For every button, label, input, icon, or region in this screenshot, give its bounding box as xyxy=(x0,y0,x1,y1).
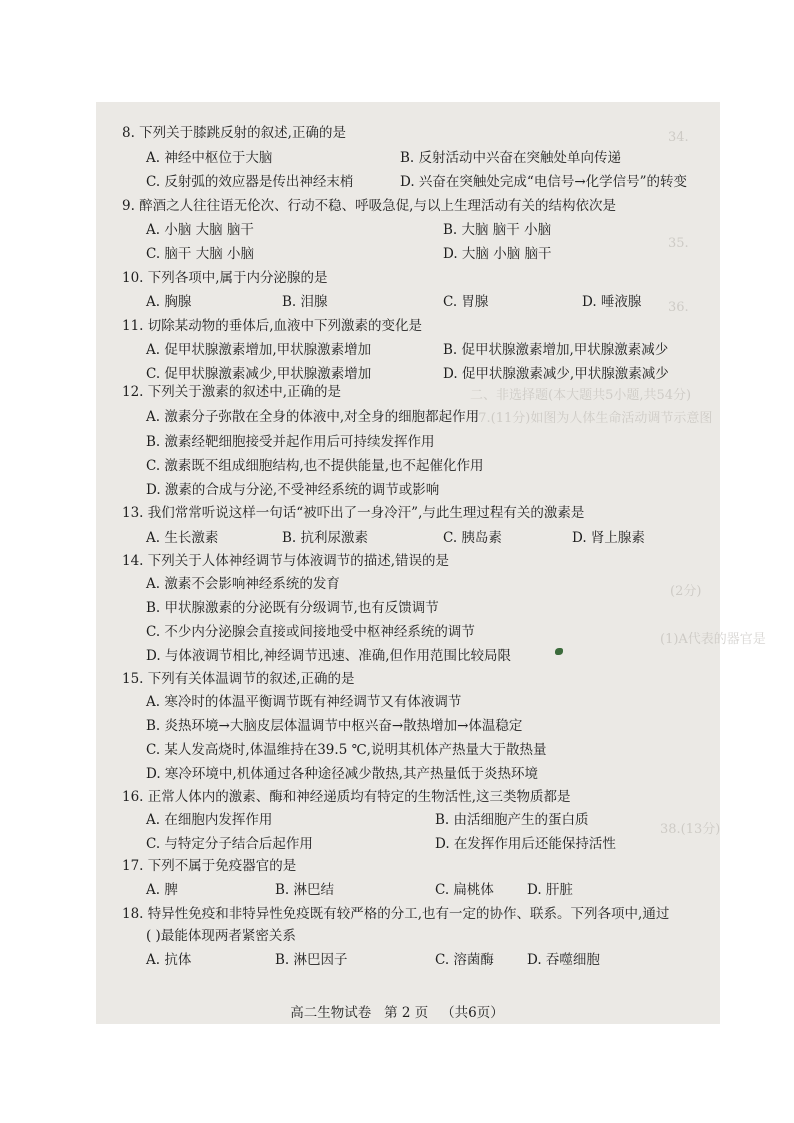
option: C. 反射弧的效应器是传出神经末梢 xyxy=(146,174,354,190)
question-stem: 13. 我们常常听说这样一句话“被吓出了一身冷汗”,与此生理过程有关的激素是 xyxy=(122,505,585,521)
question-stem: 14. 下列关于人体神经调节与体液调节的描述,错误的是 xyxy=(122,553,450,569)
option: B. 淋巴因子 xyxy=(275,952,348,968)
bleed-text: (1)A代表的器官是 xyxy=(660,632,766,647)
option: D. 兴奋在突触处完成“电信号→化学信号”的转变 xyxy=(400,174,688,190)
stray-mark xyxy=(555,648,563,655)
option: B. 激素经靶细胞接受并起作用后可持续发挥作用 xyxy=(146,434,435,450)
option: A. 促甲状腺激素增加,甲状腺激素增加 xyxy=(146,342,372,358)
page-footer: 高二生物试卷 第 2 页 （共6页） xyxy=(290,1005,504,1021)
option: A. 胸腺 xyxy=(146,294,192,310)
option: A. 神经中枢位于大脑 xyxy=(146,150,273,166)
bleed-text: 36. xyxy=(668,300,689,315)
option: C. 促甲状腺激素减少,甲状腺激素增加 xyxy=(146,366,372,382)
option: A. 小脑 大脑 脑干 xyxy=(146,222,254,238)
question-stem: 12. 下列关于激素的叙述中,正确的是 xyxy=(122,384,342,400)
question-stem: 8. 下列关于膝跳反射的叙述,正确的是 xyxy=(122,125,346,141)
question-stem: 16. 正常人体内的激素、酶和神经递质均有特定的生物活性,这三类物质都是 xyxy=(122,789,571,805)
option: C. 激素既不组成细胞结构,也不提供能量,也不起催化作用 xyxy=(146,458,484,474)
bleed-text: 38.(13分) xyxy=(660,822,721,837)
option: D. 激素的合成与分泌,不受神经系统的调节或影响 xyxy=(146,482,440,498)
option: C. 胃腺 xyxy=(443,294,489,310)
option: D. 促甲状腺激素减少,甲状腺激素减少 xyxy=(443,366,669,382)
option: B. 由活细胞产生的蛋白质 xyxy=(435,812,589,828)
option: A. 激素分子弥散在全身的体液中,对全身的细胞都起作用 xyxy=(146,409,480,425)
option: D. 寒冷环境中,机体通过各种途径减少散热,其产热量低于炎热环境 xyxy=(146,766,539,782)
option: C. 某人发高烧时,体温维持在39.5 ℃,说明其机体产热量大于散热量 xyxy=(146,742,547,758)
option: A. 在细胞内发挥作用 xyxy=(146,812,273,828)
option: A. 生长激素 xyxy=(146,530,219,546)
bleed-text: (2分) xyxy=(670,584,702,599)
option: C. 扁桃体 xyxy=(435,882,494,898)
option: C. 胰岛素 xyxy=(443,530,502,546)
question-stem: 15. 下列有关体温调节的叙述,正确的是 xyxy=(122,671,355,687)
option: C. 不少内分泌腺会直接或间接地受中枢神经系统的调节 xyxy=(146,624,475,640)
option: B. 反射活动中兴奋在突触处单向传递 xyxy=(400,150,622,166)
question-stem: 18. 特异性免疫和非特异性免疫既有较严格的分工,也有一定的协作、联系。下列各项中,通过 xyxy=(122,906,670,922)
option: A. 激素不会影响神经系统的发育 xyxy=(146,576,340,592)
option: C. 与特定分子结合后起作用 xyxy=(146,836,313,852)
option: A. 抗体 xyxy=(146,952,192,968)
option: D. 肾上腺素 xyxy=(572,530,645,546)
question-stem: 10. 下列各项中,属于内分泌腺的是 xyxy=(122,270,328,286)
option: C. 脑干 大脑 小脑 xyxy=(146,246,255,262)
option: B. 泪腺 xyxy=(282,294,328,310)
option: D. 肝脏 xyxy=(527,882,573,898)
option: A. 脾 xyxy=(146,882,178,898)
question-stem: 11. 切除某动物的垂体后,血液中下列激素的变化是 xyxy=(122,318,423,334)
option: D. 唾液腺 xyxy=(582,294,642,310)
option: B. 甲状腺激素的分泌既有分级调节,也有反馈调节 xyxy=(146,600,439,616)
question-stem: 9. 醉酒之人往往语无伦次、行动不稳、呼吸急促,与以上生理活动有关的结构依次是 xyxy=(122,198,616,214)
question-stem-continued: ( )最能体现两者紧密关系 xyxy=(146,928,296,944)
option: D. 在发挥作用后还能保持活性 xyxy=(435,836,616,852)
option: C. 溶菌酶 xyxy=(435,952,494,968)
bleed-text: 37.(11分)如图为人体生命活动调节示意图 xyxy=(470,411,713,426)
bleed-text: 二、非选择题(本大题共5小题,共54分) xyxy=(470,388,692,403)
bleed-text: 35. xyxy=(668,236,689,251)
option: B. 炎热环境→大脑皮层体温调节中枢兴奋→散热增加→体温稳定 xyxy=(146,718,523,734)
option: D. 大脑 小脑 脑干 xyxy=(443,246,552,262)
option: B. 淋巴结 xyxy=(275,882,335,898)
option: B. 促甲状腺激素增加,甲状腺激素减少 xyxy=(443,342,669,358)
option: D. 吞噬细胞 xyxy=(527,952,600,968)
option: D. 与体液调节相比,神经调节迅速、准确,但作用范围比较局限 xyxy=(146,648,512,664)
option: A. 寒冷时的体温平衡调节既有神经调节又有体液调节 xyxy=(146,694,462,710)
option: B. 大脑 脑干 小脑 xyxy=(443,222,552,238)
question-stem: 17. 下列不属于免疫器官的是 xyxy=(122,858,297,874)
bleed-text: 34. xyxy=(668,130,689,145)
option: B. 抗利尿激素 xyxy=(282,530,369,546)
